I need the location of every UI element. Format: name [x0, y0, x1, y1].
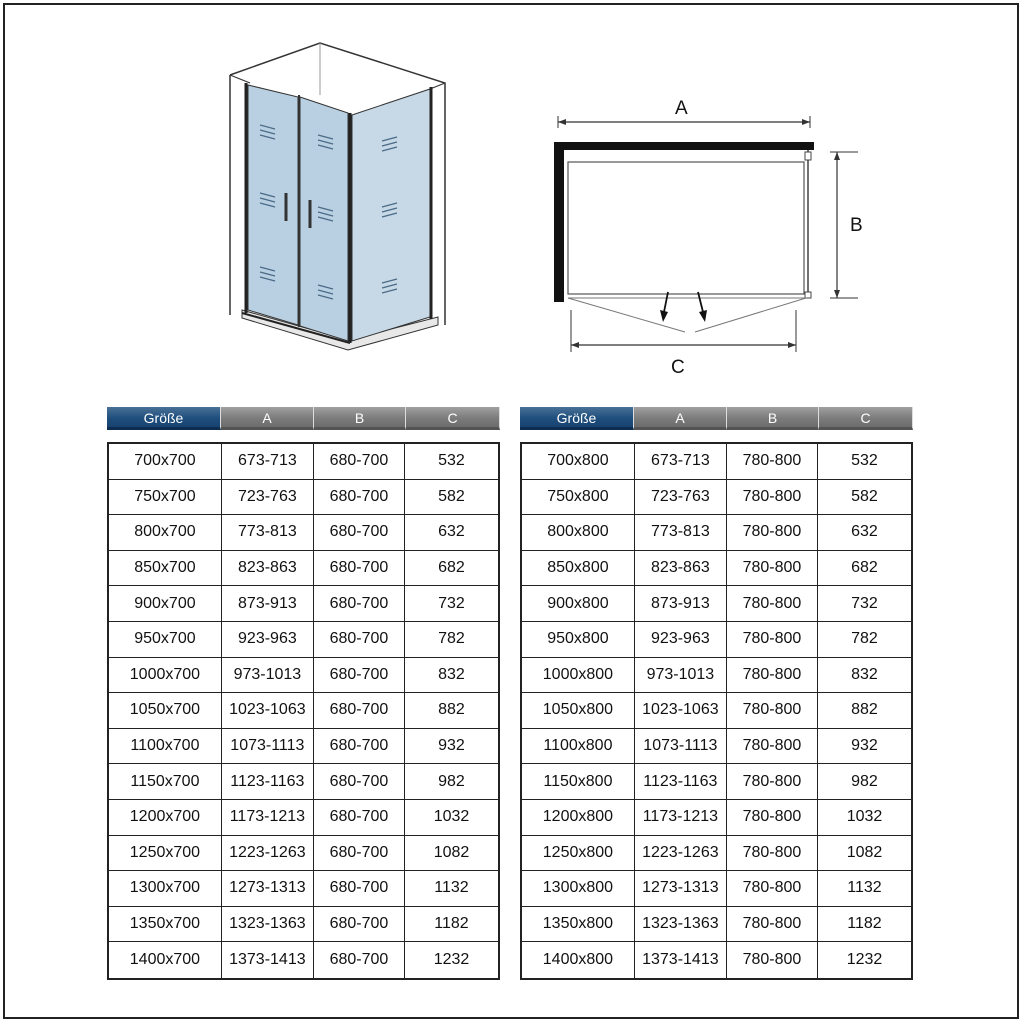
cell-a: 1373-1413: [222, 942, 314, 978]
cell-size: 1100x700: [109, 729, 222, 764]
cell-b: 780-800: [727, 444, 818, 479]
table-row: [522, 622, 911, 658]
cell-b: 780-800: [727, 622, 818, 657]
table-row: [109, 764, 498, 800]
cell-size: 1250x800: [522, 836, 635, 871]
cell-c: 632: [851, 523, 878, 541]
cell-a: 1273-1313: [635, 871, 727, 906]
cell-c: 582: [438, 487, 465, 505]
cell-a: 1173-1213: [635, 800, 727, 835]
header-size: Größe: [107, 407, 221, 430]
cell-size: 900x800: [522, 586, 635, 621]
cell-a: 1373-1413: [635, 942, 727, 978]
cell-size: 1150x700: [109, 764, 222, 799]
table-row: [109, 871, 498, 907]
cell-b: 780-800: [727, 551, 818, 586]
cell-a: 1123-1163: [635, 764, 727, 799]
cell-a: 1073-1113: [222, 729, 314, 764]
cell-b: 680-700: [314, 836, 405, 871]
cell-b: 680-700: [314, 693, 405, 728]
cell-a: 1023-1063: [222, 693, 314, 728]
size-table-700: [107, 407, 500, 980]
table-body: [520, 442, 913, 980]
cell-b: 780-800: [727, 480, 818, 515]
table-row: [522, 515, 911, 551]
cell-size: 1350x800: [522, 907, 635, 942]
cell-b: 680-700: [314, 871, 405, 906]
table-row: [109, 586, 498, 622]
cell-size: 1150x800: [522, 764, 635, 799]
header-size: Größe: [520, 407, 634, 430]
cell-a: 1023-1063: [635, 693, 727, 728]
cell-size: 800x800: [522, 515, 635, 550]
cell-b: 680-700: [314, 586, 405, 621]
size-table-800: [520, 407, 913, 980]
cell-b: 680-700: [314, 907, 405, 942]
cell-a: 1323-1363: [222, 907, 314, 942]
table-row: [109, 515, 498, 551]
table-row: [522, 551, 911, 587]
table-row: [522, 586, 911, 622]
cell-size: 1300x800: [522, 871, 635, 906]
cell-a: 973-1013: [635, 658, 727, 693]
cell-b: 780-800: [727, 658, 818, 693]
table-header: [520, 407, 913, 430]
cell-size: 1300x700: [109, 871, 222, 906]
cell-size: 1100x800: [522, 729, 635, 764]
cell-size: 1050x800: [522, 693, 635, 728]
cell-a: 973-1013: [222, 658, 314, 693]
cell-a: 873-913: [222, 586, 314, 621]
cell-a: 1273-1313: [222, 871, 314, 906]
cell-b: 680-700: [314, 444, 405, 479]
cell-c: 582: [851, 487, 878, 505]
cell-size: 900x700: [109, 586, 222, 621]
cell-b: 680-700: [314, 729, 405, 764]
cell-size: 1200x800: [522, 800, 635, 835]
cell-size: 950x700: [109, 622, 222, 657]
cell-c: 782: [438, 630, 465, 648]
cell-c: 732: [438, 594, 465, 612]
cell-c: 1082: [433, 843, 470, 861]
cell-a: 1323-1363: [635, 907, 727, 942]
table-row: [522, 444, 911, 480]
cell-b: 780-800: [727, 871, 818, 906]
cell-a: 823-863: [222, 551, 314, 586]
table-row: [109, 480, 498, 516]
cell-c: 1232: [433, 951, 470, 969]
header-a: A: [221, 407, 314, 430]
table-row: [522, 729, 911, 765]
cell-b: 780-800: [727, 942, 818, 978]
cell-c: 832: [851, 665, 878, 683]
cell-size: 800x700: [109, 515, 222, 550]
cell-a: 673-713: [222, 444, 314, 479]
table-row: [522, 836, 911, 872]
cell-size: 950x800: [522, 622, 635, 657]
table-row: [109, 800, 498, 836]
cell-b: 680-700: [314, 800, 405, 835]
cell-c: 932: [851, 737, 878, 755]
cell-b: 780-800: [727, 764, 818, 799]
cell-a: 1223-1263: [635, 836, 727, 871]
cell-b: 780-800: [727, 836, 818, 871]
cell-size: 1050x700: [109, 693, 222, 728]
cell-c: 982: [438, 772, 465, 790]
cell-a: 1223-1263: [222, 836, 314, 871]
table-row: [109, 551, 498, 587]
cell-b: 780-800: [727, 729, 818, 764]
cell-b: 780-800: [727, 586, 818, 621]
cell-size: 750x800: [522, 480, 635, 515]
cell-a: 673-713: [635, 444, 727, 479]
dimension-b-label: B: [850, 215, 863, 236]
header-b: B: [727, 407, 819, 430]
cell-b: 680-700: [314, 480, 405, 515]
table-row: [522, 942, 911, 978]
cell-c: 1182: [434, 915, 469, 933]
cell-size: 1250x700: [109, 836, 222, 871]
cell-b: 680-700: [314, 622, 405, 657]
cell-c: 1132: [434, 879, 469, 897]
cell-a: 923-963: [635, 622, 727, 657]
table-body: [107, 442, 500, 980]
cell-b: 680-700: [314, 658, 405, 693]
cell-a: 823-863: [635, 551, 727, 586]
table-row: [109, 658, 498, 694]
table-row: [109, 693, 498, 729]
cell-b: 680-700: [314, 764, 405, 799]
cell-c: 1232: [846, 951, 883, 969]
cell-size: 700x700: [109, 444, 222, 479]
cell-size: 1000x700: [109, 658, 222, 693]
table-row: [109, 907, 498, 943]
header-c: C: [406, 407, 500, 430]
cell-a: 723-763: [222, 480, 314, 515]
cell-c: 1132: [847, 879, 882, 897]
cell-c: 782: [851, 630, 878, 648]
cell-a: 773-813: [222, 515, 314, 550]
cell-c: 982: [851, 772, 878, 790]
cell-size: 1200x700: [109, 800, 222, 835]
cell-c: 682: [851, 559, 878, 577]
cell-c: 532: [851, 452, 878, 470]
table-row: [522, 693, 911, 729]
cell-b: 780-800: [727, 693, 818, 728]
cell-b: 780-800: [727, 800, 818, 835]
cell-c: 532: [438, 452, 465, 470]
cell-size: 850x800: [522, 551, 635, 586]
table-row: [109, 836, 498, 872]
cell-b: 680-700: [314, 551, 405, 586]
cell-size: 1400x800: [522, 942, 635, 978]
cell-size: 1350x700: [109, 907, 222, 942]
header-b: B: [314, 407, 406, 430]
cell-a: 1073-1113: [635, 729, 727, 764]
cell-size: 1000x800: [522, 658, 635, 693]
cell-a: 923-963: [222, 622, 314, 657]
table-row: [522, 871, 911, 907]
cell-size: 1400x700: [109, 942, 222, 978]
cell-c: 882: [438, 701, 465, 719]
table-row: [109, 444, 498, 480]
cell-c: 1082: [846, 843, 883, 861]
cell-c: 832: [438, 665, 465, 683]
cell-size: 700x800: [522, 444, 635, 479]
dimension-c-label: C: [671, 357, 685, 378]
table-row: [522, 800, 911, 836]
floor-plan-diagram: [540, 90, 880, 380]
cell-b: 780-800: [727, 907, 818, 942]
cell-a: 873-913: [635, 586, 727, 621]
table-row: [109, 622, 498, 658]
table-row: [109, 729, 498, 765]
cell-c: 632: [438, 523, 465, 541]
cell-c: 1032: [846, 808, 883, 826]
cell-c: 1032: [433, 808, 470, 826]
cell-b: 680-700: [314, 942, 405, 978]
table-header: [107, 407, 500, 430]
cell-c: 882: [851, 701, 878, 719]
cell-c: 682: [438, 559, 465, 577]
cell-size: 750x700: [109, 480, 222, 515]
dimension-a-label: A: [675, 98, 688, 119]
cell-a: 723-763: [635, 480, 727, 515]
cell-a: 773-813: [635, 515, 727, 550]
cell-a: 1123-1163: [222, 764, 314, 799]
table-row: [522, 907, 911, 943]
cell-c: 932: [438, 737, 465, 755]
cell-a: 1173-1213: [222, 800, 314, 835]
cell-c: 732: [851, 594, 878, 612]
header-c: C: [819, 407, 913, 430]
shower-enclosure-illustration: [220, 35, 460, 355]
cell-c: 1182: [847, 915, 882, 933]
header-a: A: [634, 407, 727, 430]
table-row: [522, 658, 911, 694]
cell-b: 780-800: [727, 515, 818, 550]
table-row: [522, 764, 911, 800]
cell-size: 850x700: [109, 551, 222, 586]
cell-b: 680-700: [314, 515, 405, 550]
table-row: [109, 942, 498, 978]
table-row: [522, 480, 911, 516]
